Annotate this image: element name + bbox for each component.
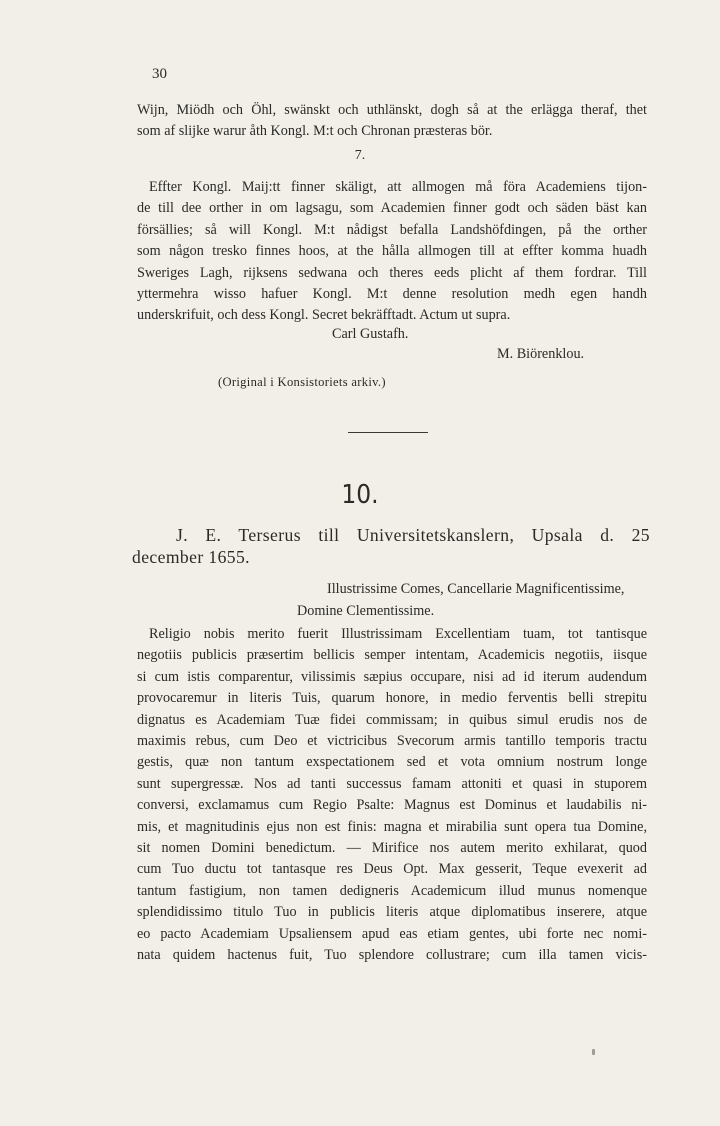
- paragraph-2: [137, 177, 647, 327]
- document-number: 10.: [341, 480, 379, 510]
- text-line: Religio nobis merito fuerit Illustrissimam Excellentiam tuam, tot tantisque: [149, 626, 647, 642]
- document-heading: [132, 524, 650, 568]
- text-line: nata quidem hactenus fuit, Tuo splendore collustrare; cum illa tamen vicis-: [137, 947, 647, 964]
- text-line: de till dee orther in om lagsagu, som Academien finner godt och säden bäst kan: [137, 200, 647, 217]
- text-line: sunt supergressæ. Nos ad tanti successus famam attoniti et quasi in stuporem: [137, 775, 647, 792]
- text-line: negotiis publicis præsertim bellicis semper intentam, Academicis negotiis, iisque: [137, 647, 647, 664]
- salutation-line-1: Illustrissime Comes, Cancellarie Magnificentissime,: [327, 581, 625, 597]
- text-line: maximis rebus, cum Deo et victricibus Svecorum armis tantillo temporis tractu: [137, 733, 647, 750]
- text-line: Effter Kongl. Maij:tt finner skäligt, att allmogen må föra Academiens tijon-: [149, 179, 647, 195]
- text-line: som af slijke warur åth Kongl. M:t och Chronan præsteras bör.: [137, 123, 493, 140]
- text-line: cum Tuo ductu tot tantasque res Deus Opt. Max gesserit, Teque evexerit ad: [137, 861, 647, 878]
- heading-line: J. E. Terserus till Universitetskanslern, Upsala d. 25: [176, 525, 650, 545]
- source-note: (Original i Konsistoriets arkiv.): [218, 375, 386, 389]
- section-number: 7.: [354, 148, 366, 163]
- text-line: conversi, exclamamus cum Regio Psalte: Magnus est Dominus et laudabilis ni-: [137, 797, 647, 814]
- text-line: Wijn, Miödh och Öhl, swänskt och uthlänskt, dogh så at the erlägga theraf, thet: [137, 102, 647, 118]
- text-line: försällies; så will Kongl. M:t nådigst befalla Landshöfdingen, på the orther: [137, 221, 647, 238]
- text-line: tantum fastigium, non tamen dedigneris Academicum illud munus nomenque: [137, 882, 647, 899]
- text-line: sit nomen Domini benedictum. — Mirifice nos autem merito exhilarat, quod: [137, 840, 647, 857]
- text-line: dignatus es Academiam Tuæ fidei commissam; in quibus simul erudis nos de: [137, 711, 647, 728]
- text-line: eo pacto Academiam Upsaliensem apud eas etiam gentes, ubi forte nec nomi-: [137, 925, 647, 942]
- text-line: gestis, quæ non tantum exspectationem sed et vota omnium nostrum longe: [137, 754, 647, 771]
- text-line: underskrifuit, och dess Kongl. Secret bekräfftadt. Actum ut supra.: [137, 307, 511, 324]
- signature-king: Carl Gustafh.: [332, 326, 409, 342]
- text-line: som någon tresko finnes hoos, at the hålla allmogen till at effter komma huadh: [137, 243, 647, 260]
- text-line: splendidissimo titulo Tuo in publicis literis atque diplomatibus inserere, atque: [137, 904, 647, 921]
- page-number: 30: [152, 66, 167, 82]
- letter-body: [137, 624, 647, 967]
- section-divider: [348, 432, 428, 433]
- salutation-line-2: Domine Clementissime.: [297, 603, 435, 619]
- scan-speck: [592, 1049, 595, 1055]
- text-line: provocaremur in literis Tuis, quarum honore, in medio ferventis belli strepitu: [137, 690, 647, 707]
- heading-line: december 1655.: [132, 547, 250, 567]
- signature-secretary: M. Biörenklou.: [497, 346, 585, 362]
- paragraph-1: [137, 100, 647, 143]
- text-line: Sweriges Lagh, rijksens sedwana och theres eeds plicht af them fordrar. Till: [137, 264, 647, 281]
- text-line: mis, et magnitudinis ejus non est finis: magna et mirabilia sunt opera tua Domine,: [137, 818, 647, 835]
- text-line: si cum istis comparentur, vilissimis sæpius occupare, nisi ad id iterum audendum: [137, 668, 647, 685]
- text-line: yttermehra wisso hafuer Kongl. M:t denne resolution medh egen handh: [137, 286, 647, 303]
